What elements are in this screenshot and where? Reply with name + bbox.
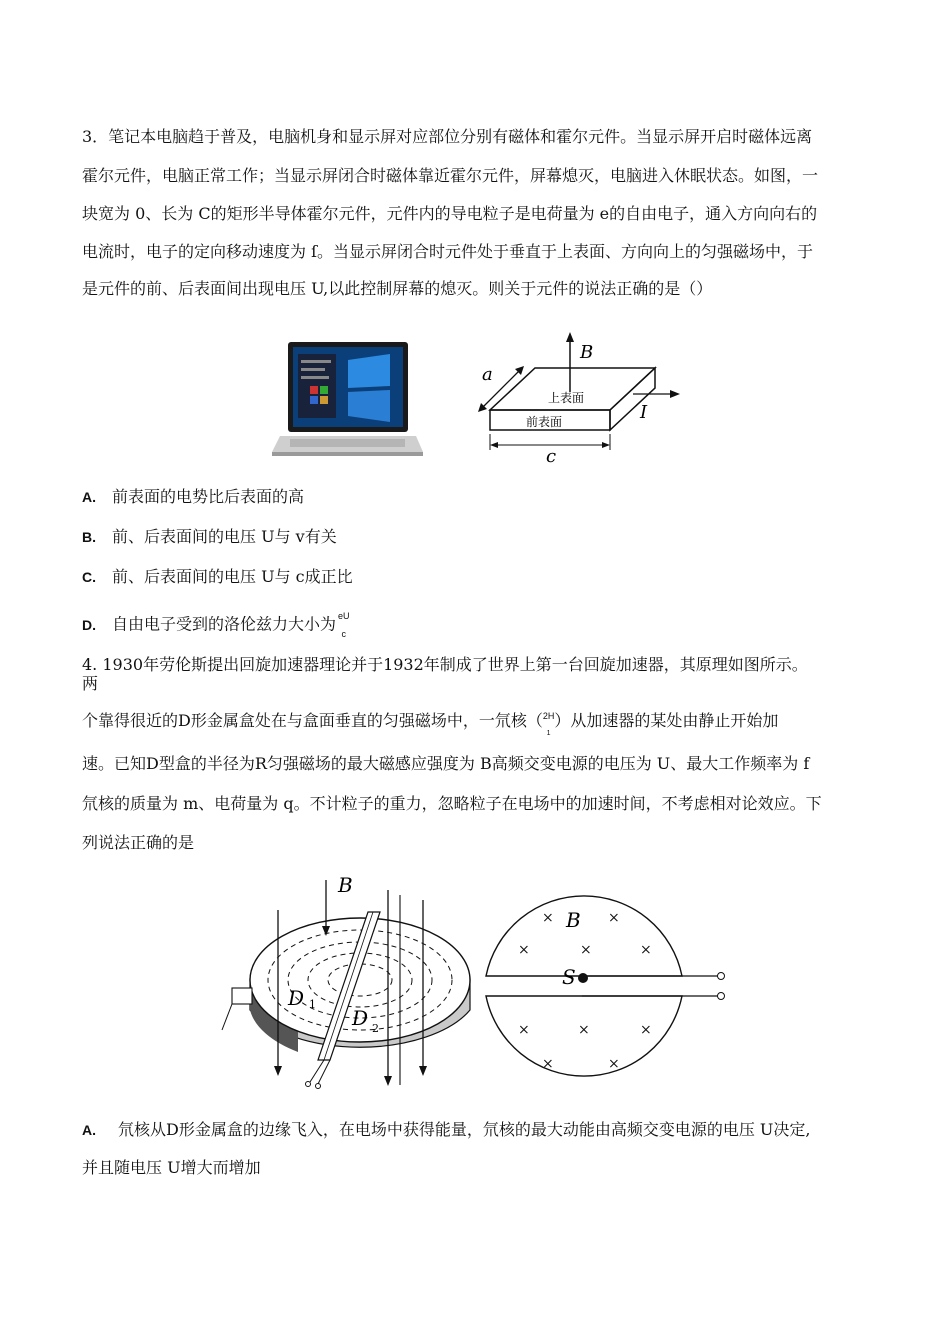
q4-line-5: 列说法正确的是 [82,833,195,852]
label-a: a [482,364,493,385]
label-B-left: B [338,873,353,897]
q4-line-1b: 两 [82,674,99,693]
svg-text:×: × [580,942,592,958]
deuteron-symbol: 2H 1 [542,711,555,737]
formula-fraction: eU c [338,611,350,639]
svg-text:×: × [640,1022,652,1038]
svg-text:×: × [542,1056,554,1072]
cyclotron-3d-diagram [218,870,480,1095]
svg-text:×: × [640,942,652,958]
q3-line-3: 块宽为 0、长为 C的矩形半导体霍尔元件，元件内的导电粒子是电荷量为 e的自由电子，通入方向向右的 [82,204,818,223]
q4-line-1: 4. 1930年劳伦斯提出回旋加速器理论并于1932年制成了世界上第一台回旋加速器，其原理如图所示。 [82,655,808,674]
label-D2: D [352,1006,369,1030]
label-top-face: 上表面 [548,391,585,405]
svg-text:×: × [608,910,620,926]
label-c: c [546,446,557,465]
q4-option-a: A. 氘核从D形金属盒的边缘飞入，在电场中获得能量，氘核的最大动能由高频交变电源的电压 U决定, [82,1120,811,1139]
q3-option-d: D. 自由电子受到的洛伦兹力大小为 eU c [82,611,350,639]
q3-option-a: A. 前表面的电势比后表面的高 [82,487,305,506]
svg-text:×: × [578,1022,590,1038]
label-I: I [640,402,648,423]
field-into-page-markers [518,910,652,1072]
q3-line-4: 电流时，电子的定向移动速度为 ſ。当显示屏闭合时元件处于垂直于上表面、方向向上的匀强磁场中，于 [82,242,814,261]
q3-line-1: 3．笔记本电脑趋于普及，电脑机身和显示屏对应部位分别有磁体和霍尔元件。当显示屏开启时磁体远离 [82,127,813,146]
q4-line-3: 速。已知D型盒的半径为R匀强磁场的最大磁感应强度为 B高频交变电源的电压为 U、最大工作频率为 f [82,754,810,773]
q4-line-2: 个靠得很近的D形金属盒处在与盒面垂直的匀强磁场中，一氘核（ 2H 1 ）从加速器的某处由静止开始加 [82,711,779,737]
q3-line-5: 是元件的前、后表面间出现电压 U,以此控制屏幕的熄灭。则关于元件的说法正确的是（） [82,279,713,298]
q3-option-b: B. 前、后表面间的电压 U与 v有关 [82,527,337,546]
laptop-image [270,340,425,460]
label-B-right: B [566,908,581,932]
hall-element-diagram [470,330,690,465]
label-B: B [580,342,594,363]
q4-option-a-line-2: 并且随电压 U增大而增加 [82,1158,261,1177]
label-D1: D [288,986,305,1010]
label-D1-sub: 1 [309,998,316,1011]
q3-line-2: 霍尔元件，电脑正常工作；当显示屏闭合时磁体靠近霍尔元件，屏幕熄灭，电脑进入休眠状态。如图，一 [82,166,819,185]
label-D2-sub: 2 [372,1022,379,1035]
svg-text:×: × [518,1022,530,1038]
q3-option-c: C. 前、后表面间的电压 U与 c成正比 [82,567,353,586]
q4-line-4: 氘核的质量为 m、电荷量为 q。不计粒子的重力，忽略粒子在电场中的加速时间，不考虑相对论效应。下 [82,794,822,813]
svg-text:×: × [518,942,530,958]
svg-text:×: × [542,910,554,926]
cyclotron-top-view [478,872,734,1094]
label-front-face: 前表面 [526,415,563,429]
svg-text:×: × [608,1056,620,1072]
label-S: S [562,965,576,989]
